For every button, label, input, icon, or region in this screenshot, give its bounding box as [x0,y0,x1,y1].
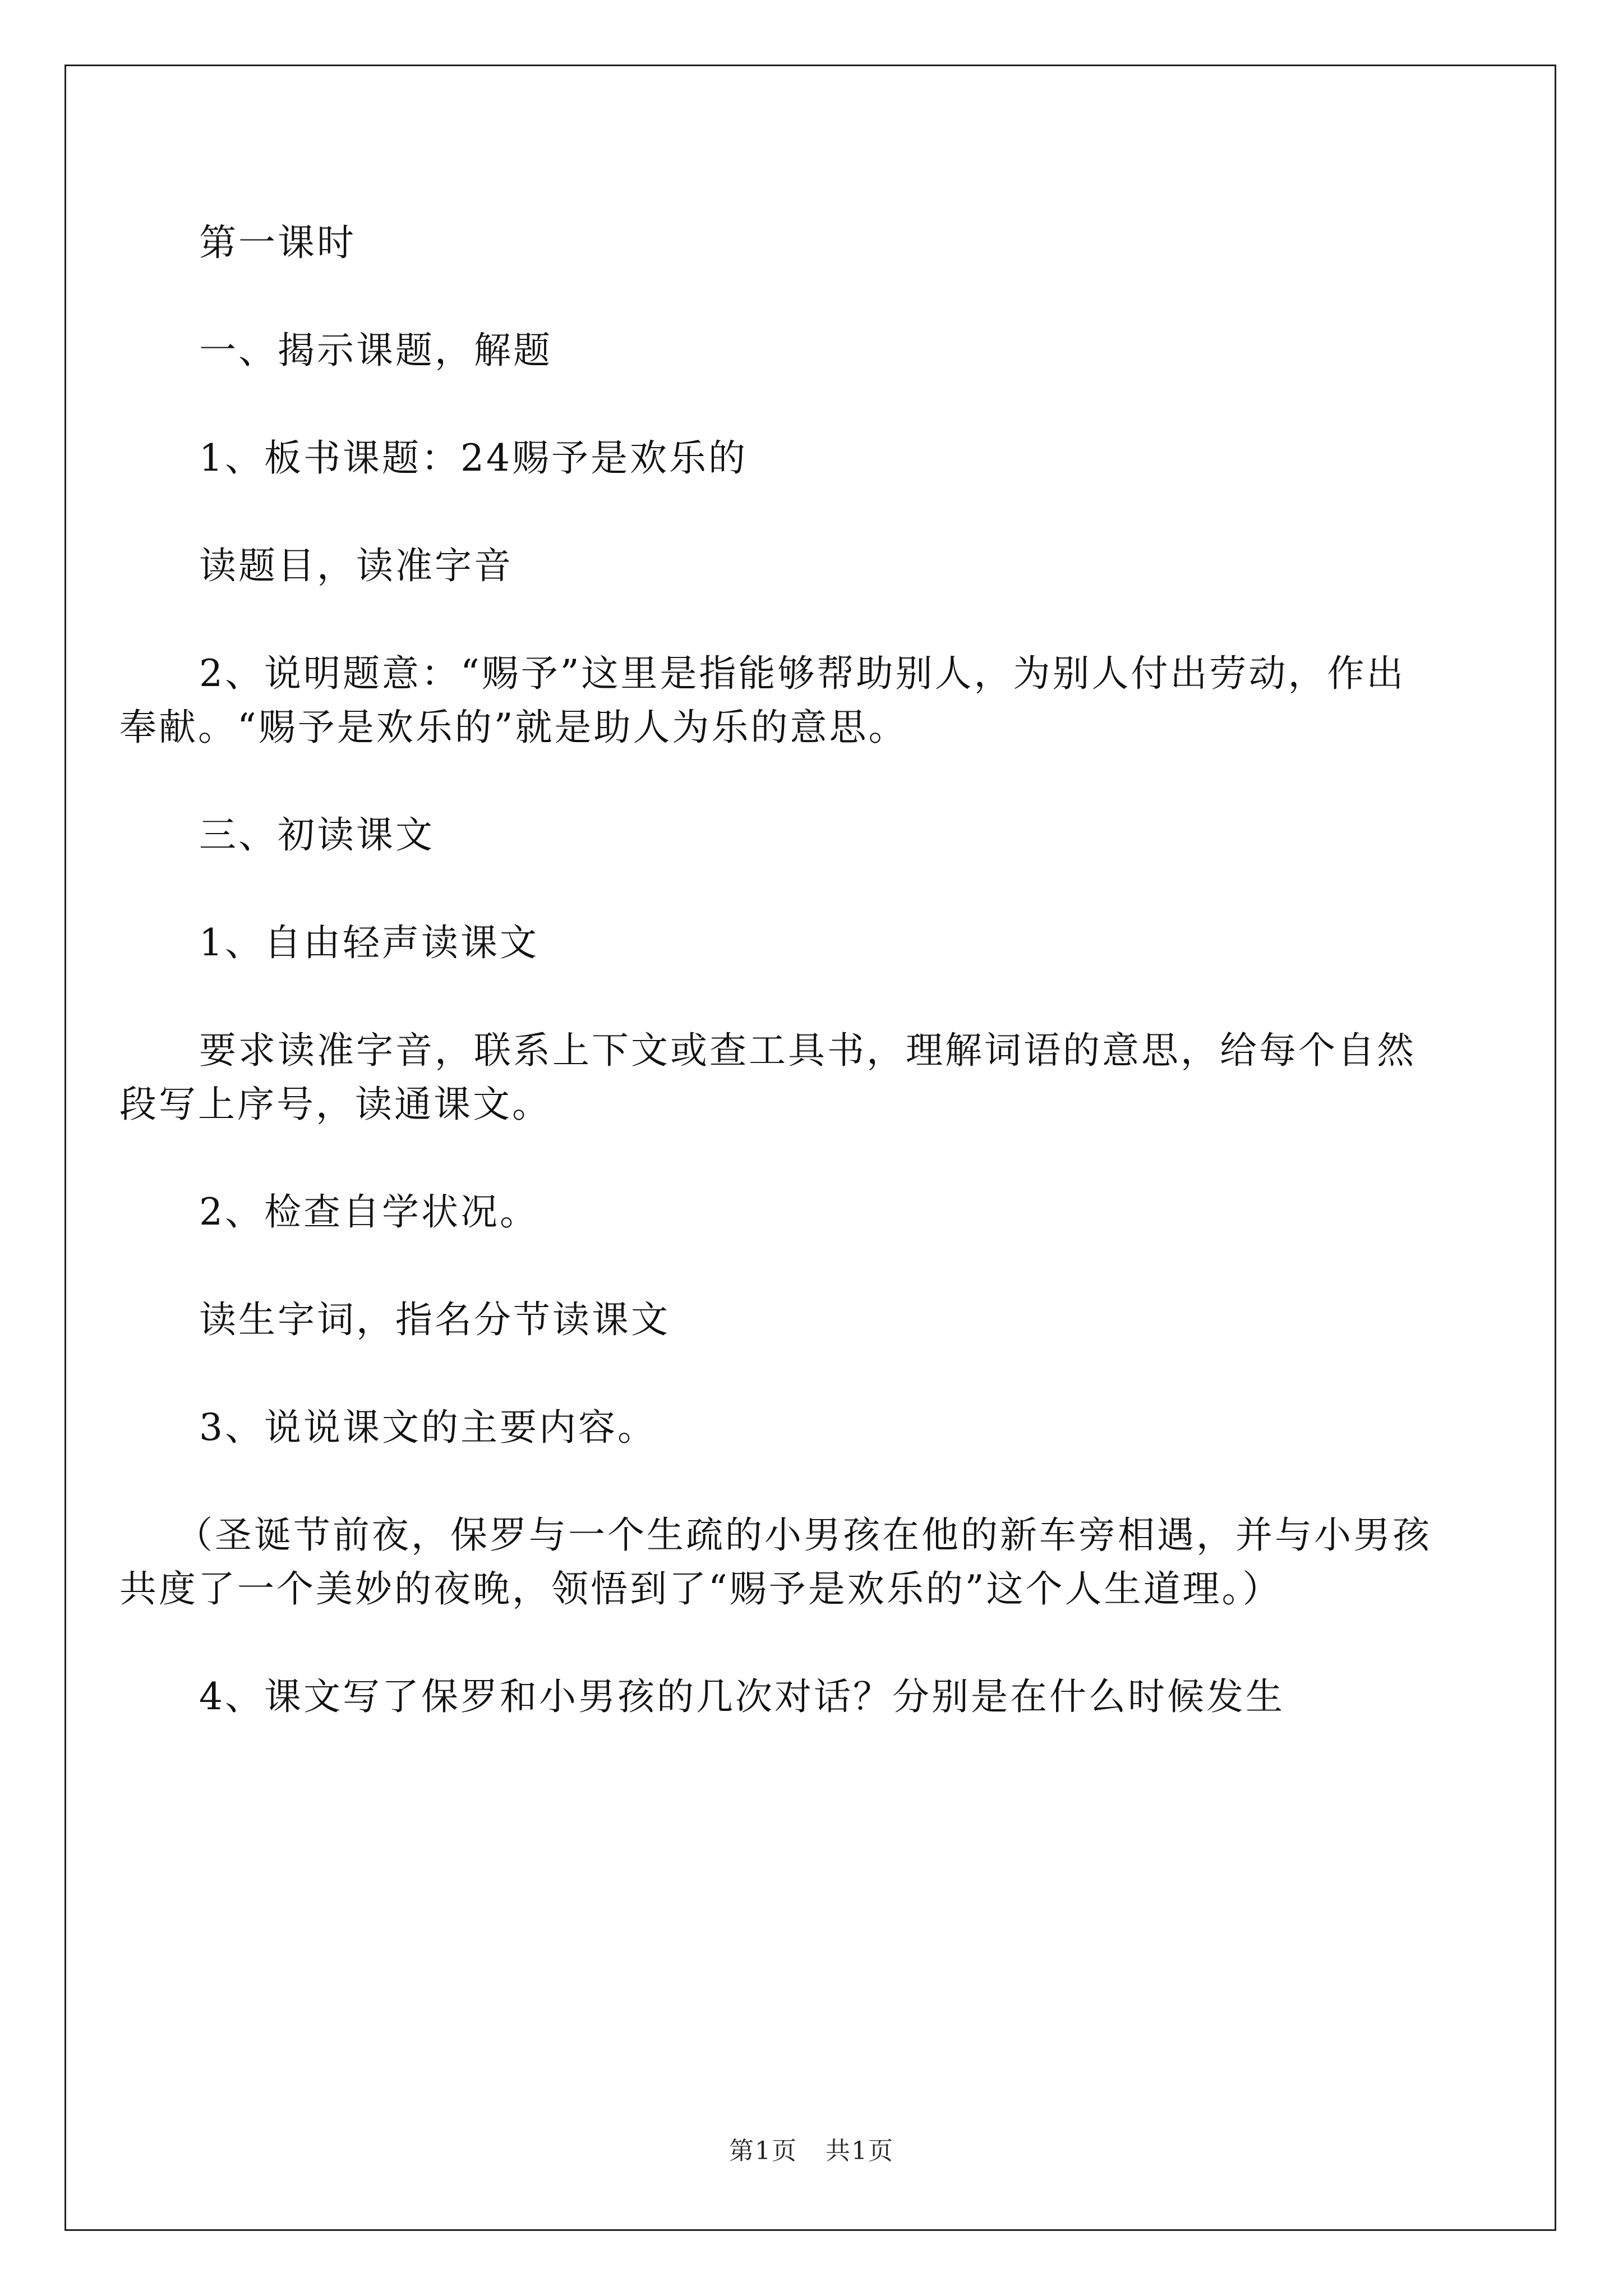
paragraph-requirements: 要求读准字音，联系上下文或查工具书，理解词语的意思，给每个自然段写上序号，读通课文。 [119,1029,1416,1126]
paragraph-board-title: 1、板书课题：24赐予是欢乐的 [199,436,748,480]
section-heading-1: 一、揭示课题，解题 [199,329,552,372]
paragraph-summary: （圣诞节前夜，保罗与一个生疏的小男孩在他的新车旁相遇，并与小男孩共度了一个美妙的夜晚，领悟到了“赐予是欢乐的”这个人生道理。） [119,1513,1432,1611]
page-footer [0,2137,1623,2165]
paragraph-free-reading: 1、自由轻声读课文 [199,921,539,964]
section-heading-3: 三、初读课文 [199,813,435,857]
paragraph-read-words: 读生字词，指名分节读课文 [199,1298,670,1341]
paragraph-check-self-study: 2、检查自学状况。 [199,1190,539,1234]
document-body [119,216,1433,1778]
paragraph-dialogue-question: 4、课文写了保罗和小男孩的几次对话？分别是在什么时候发生 [199,1675,1285,1718]
page-number-total: 共1页 [826,2137,894,2165]
paragraph-read-title: 读题目，读准字音 [199,544,513,587]
page-number-current: 第1页 [729,2137,797,2165]
lesson-heading: 第一课时 [199,221,356,264]
paragraph-explain-title: 2、说明题意：“赐予”这里是指能够帮助别人，为别人付出劳动，作出奉献。“赐予是欢乐的”就是助人为乐的意思。 [119,652,1406,749]
paragraph-main-content: 3、说说课文的主要内容。 [199,1406,657,1449]
